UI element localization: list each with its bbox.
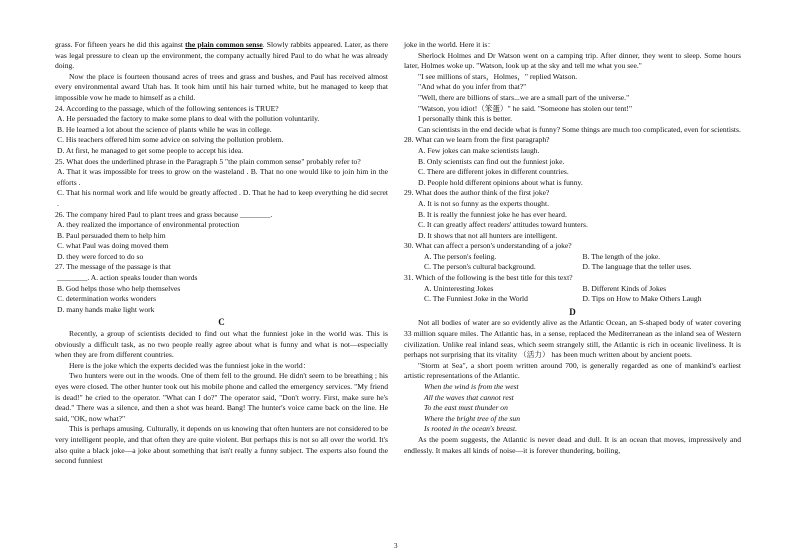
passage-c-paragraph: Two hunters were out in the woods. One of them fell to the ground. He didn't seem to be breathing ; his eyes were closed. The other hunter took out his mobile phone and called the emergency services. "My friend is dead!" he cried to the operator. "What can I do?" The operator said, "Don't worry. First, make sure he's dead." There was a silence, and then a shot was heard. Bang! The hunter's voice came back on the line. He said, "OK, now what?" — [55, 371, 388, 423]
question-30: 30. What can affect a person's understanding of a joke? — [404, 241, 572, 251]
text: grass. For fifteen years he did this against — [55, 40, 186, 49]
option: C. determination works wonders — [57, 294, 157, 304]
poem-line: To the east must thunder on — [424, 403, 508, 413]
poem-line: Is rooted in the ocean's breast. — [424, 424, 518, 434]
option: C. The Funniest Joke in the World — [424, 294, 528, 304]
dialogue-line: I personally think this is better. — [418, 114, 513, 124]
option: B. Only scientists can find out the funniest joke. — [418, 156, 565, 166]
option: A. The person's feeling. — [424, 251, 497, 261]
option: D. The language that the teller uses. — [582, 262, 692, 272]
dialogue-line: "I see millions of stars，Holmes，" replied Watson. — [418, 71, 578, 81]
section-heading-c: C — [218, 317, 225, 328]
poem-line: Where the bright tree of the sun — [424, 413, 521, 423]
option: B. Different Kinds of Jokes — [582, 283, 667, 293]
text: . Slowly rabbits appeared. Later, as there was legal pressure to clean up the environment, the company actually hired Paul to do what he was already doing. — [55, 40, 388, 71]
passage-c-paragraph: joke in the world. Here it is： — [404, 40, 495, 49]
passage-c-paragraph: Can scientists in the end decide what is funny? Some things are much too complicated, even for scientists. — [418, 124, 741, 134]
option-row — [404, 252, 741, 263]
option: A. Uninteresting Jokes — [424, 283, 494, 293]
option: D. Tips on How to Make Others Laugh — [582, 294, 702, 304]
option: A. they realized the importance of environmental protection — [57, 220, 240, 230]
passage-c-paragraph: This is perhaps amusing. Culturally, it depends on us knowing that often hunters are not considered to be very intelligent people, and that often they are quite violent. But perhaps this is not so all over the world. It's also quite a black joke—a joke about something that isn't really a funny subject. The experts also found the second funniest — [55, 424, 388, 466]
option: C. There are different jokes in different countries. — [418, 167, 569, 177]
poem-line: When the wind is from the west — [424, 382, 519, 391]
question-26: 26. The company hired Paul to plant trees and grass because ________. — [55, 209, 273, 219]
option: C. The person's cultural background. — [424, 262, 536, 272]
page-number: 3 — [394, 542, 398, 550]
option-row — [404, 294, 741, 305]
option: D. It shows that not all hunters are intelligent. — [418, 230, 558, 240]
dialogue-line: "And what do you infer from that?" — [418, 82, 527, 92]
option: B. The length of the joke. — [582, 251, 661, 261]
option: ________. A. action speaks louder than words — [57, 273, 198, 283]
right-column — [404, 40, 741, 456]
option: A. He persuaded the factory to make some plans to deal with the pollution voluntarily. — [57, 114, 320, 124]
poem-line: All the waves that cannot rest — [424, 392, 514, 402]
question-31: 31. Which of the following is the best title for this text? — [404, 273, 573, 283]
option: A. Few jokes can make scientists laugh. — [418, 145, 540, 155]
passage-d-paragraph: "Storm at Sea", a short poem written around 700, is generally regarded as one of mankind's earliest artistic representations of the Atlantic. — [404, 360, 741, 381]
passage-d-paragraph: Not all bodies of water are so evidently alive as the Atlantic Ocean, an S-shaped body of water covering 33 million square miles. The Atlantic has, in a sense, replaced the Mediterranean as the inland sea of Western civilization. Unlike real inland seas, which seem strangely still, the Atlantic is rich in oceanic liveliness. It is perhaps not surprising that its vitality （活力） has been much written about by ancient poets. — [404, 318, 741, 360]
question-27: 27. The message of the passage is that — [55, 262, 171, 272]
option: A. That it was impossible for trees to grow on the wasteland . B. That no one would like to join him in the efforts . — [57, 167, 388, 187]
passage-c-paragraph: Recently, a group of scientists decided to find out what the funniest joke in the world was. This is obviously a difficult task, as no two people really agree about what is funny and what is not—especially when they are from different countries. — [55, 329, 388, 360]
option: D. they were forced to do so — [57, 251, 144, 261]
option: D. many hands make light work — [57, 304, 155, 314]
option: D. People hold different opinions about what is funny. — [418, 177, 583, 187]
passage-d-paragraph: As the poem suggests, the Atlantic is never dead and dull. It is an ocean that moves, impressively and endlessly. It makes all kinds of noise—it is forever thundering, boiling, — [404, 434, 741, 455]
question-24: 24. According to the passage, which of the following sentences is TRUE? — [55, 103, 279, 113]
option-row — [404, 262, 741, 273]
option: C. That his normal work and life would be greatly affected . D. That he had to keep everything he did secret . — [57, 188, 388, 208]
question-29: 29. What does the author think of the first joke? — [404, 188, 550, 198]
question-25: 25. What does the underlined phrase in the Paragraph 5 "the plain common sense" probably refer to? — [55, 156, 361, 166]
dialogue-line: "Watson, you idiot!（笨蛋）" he said. "Someone has stolen our tent!" — [418, 103, 633, 113]
option: C. His teachers offered him some advice on solving the pollution problem. — [57, 135, 284, 145]
question-28: 28. What can we learn from the first paragraph? — [404, 135, 550, 145]
left-column — [55, 40, 388, 467]
underlined-phrase: the plain common sense — [185, 40, 263, 49]
section-heading-d: D — [569, 306, 576, 317]
option-row — [404, 284, 741, 295]
option: C. what Paul was doing moved them — [57, 241, 169, 251]
option: A. It is not so funny as the experts thought. — [418, 198, 549, 208]
option: B. He learned a lot about the science of plants while he was in college. — [57, 124, 272, 134]
option: D. At first, he managed to get some people to accept his idea. — [57, 145, 244, 155]
passage-b-paragraph — [55, 40, 388, 72]
passage-c-paragraph: Here is the joke which the experts decided was the funniest joke in the world： — [69, 360, 311, 370]
option: B. It is really the funniest joke he has ever heard. — [418, 209, 567, 219]
option: B. Paul persuaded them to help him — [57, 230, 166, 240]
option: C. It can greatly affect readers' attitudes toward hunters. — [418, 220, 588, 230]
passage-b-paragraph: Now the place is fourteen thousand acres of trees and grass and bushes, and Paul has received almost every environmental award Utah has. It took him until his hair turned white, but he managed to keep that impossible vow he made to himself as a child. — [55, 71, 388, 102]
passage-c-paragraph: Sherlock Holmes and Dr Watson went on a camping trip. After dinner, they went to sleep. Some hours later, Holmes woke up. "Watson, look up at the sky and tell me what you see." — [404, 50, 741, 71]
option: B. God helps those who help themselves — [57, 283, 181, 293]
dialogue-line: "Well, there are billions of stars...we are a small part of the universe." — [418, 92, 630, 102]
